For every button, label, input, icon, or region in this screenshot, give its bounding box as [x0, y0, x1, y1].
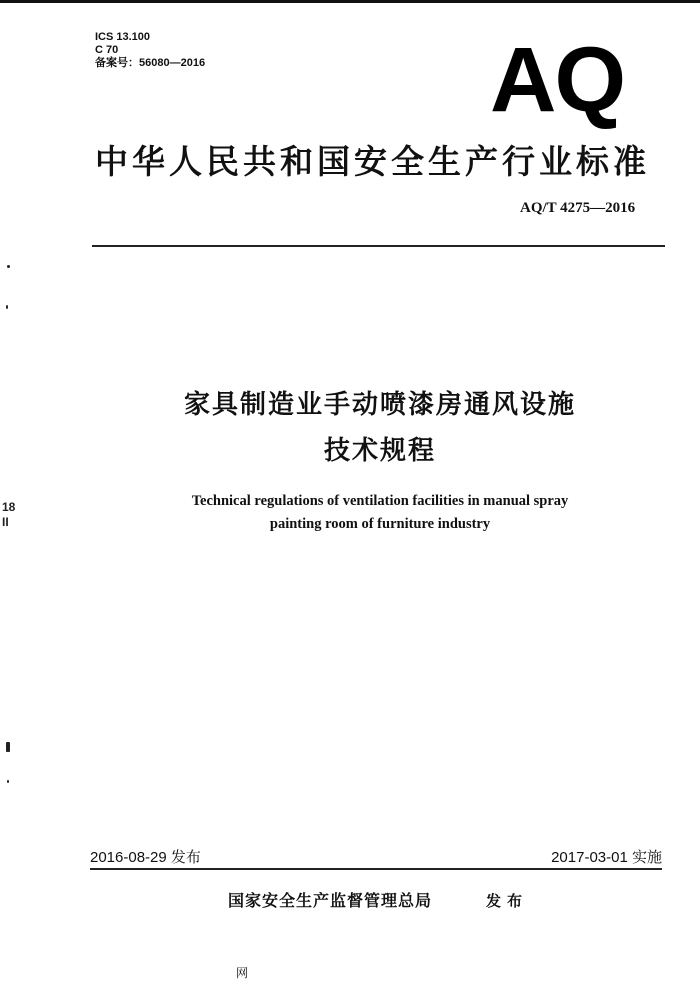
ccs-code: C 70 — [95, 44, 119, 56]
ics-code: ICS 13.100 — [95, 31, 151, 43]
issue-date: 2016-08-29 发布 — [90, 849, 201, 866]
record-number: 备案号：56080—2016 — [95, 57, 206, 69]
aq-logo: AQ — [490, 29, 624, 131]
top-border-rule — [0, 0, 700, 3]
scan-speck — [7, 780, 9, 783]
scan-speck — [7, 265, 10, 268]
issuing-authority: 国家安全生产监督管理总局 — [228, 891, 433, 910]
title-zh-line2: 技术规程 — [323, 436, 436, 466]
scan-speck — [6, 305, 8, 309]
scan-speck — [6, 742, 10, 752]
implementation-date: 2017-03-01 实施 — [551, 849, 662, 866]
margin-mark-1: 18 — [2, 500, 16, 514]
standard-code: AQ/T 4275—2016 — [520, 200, 636, 216]
standard-category-title: 中华人民共和国安全生产行业标准 — [95, 142, 650, 181]
title-zh-line1: 家具制造业手动喷漆房通风设施 — [183, 390, 576, 420]
header-divider — [92, 245, 665, 247]
margin-mark-2: II — [2, 515, 9, 529]
title-en-line1: Technical regulations of ventilation facilities in manual spray — [191, 493, 569, 509]
footer-divider — [90, 868, 662, 870]
footer-mark: 网 — [236, 966, 249, 980]
title-en-line2: painting room of furniture industry — [269, 516, 491, 532]
issue-label: 发布 — [486, 892, 529, 910]
